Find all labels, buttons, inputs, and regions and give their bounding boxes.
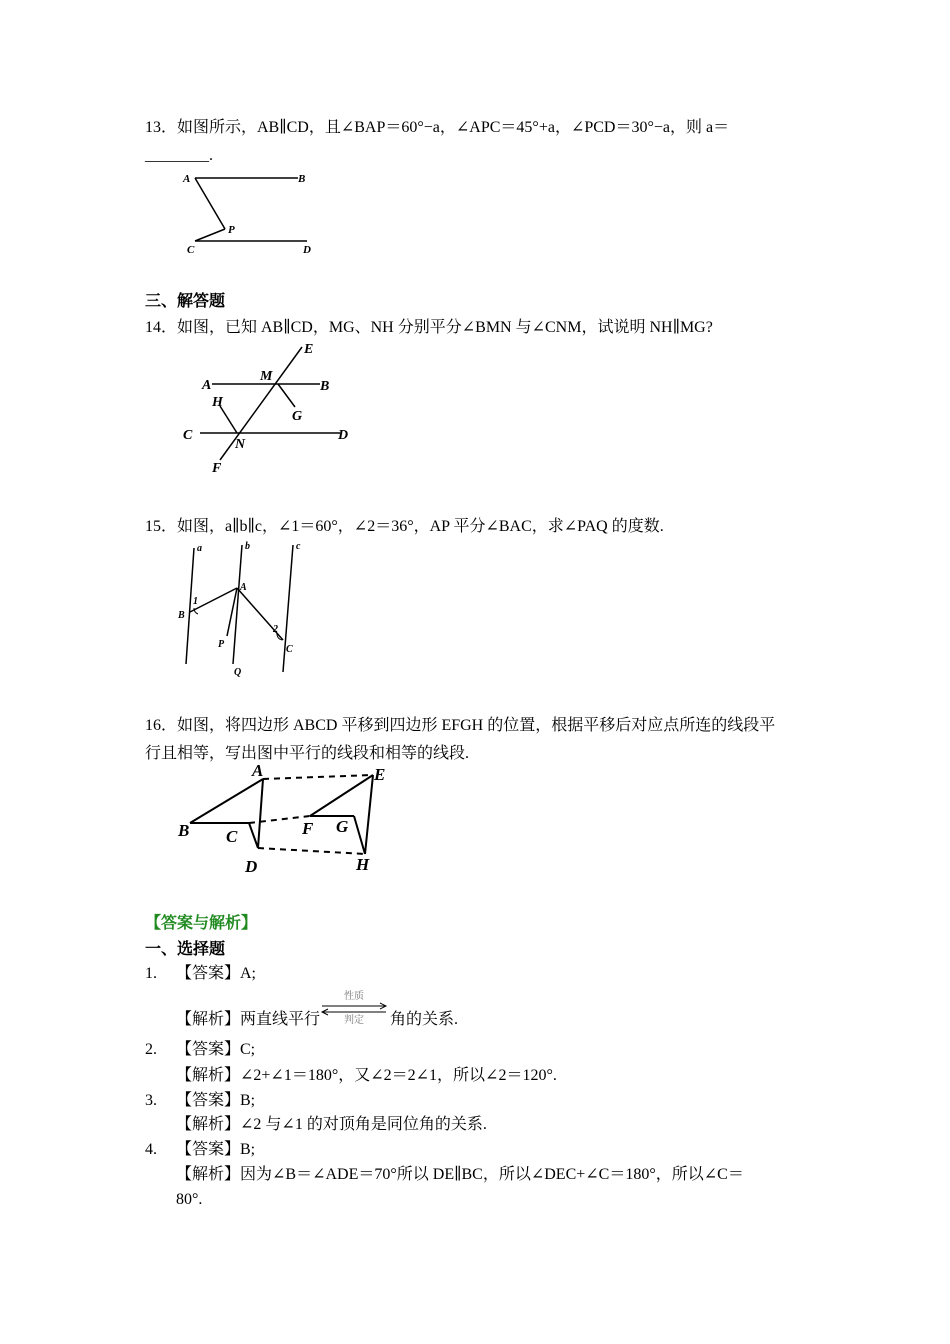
answer-4-number: 4. xyxy=(145,1141,157,1158)
arrow-label-bottom: 判定 xyxy=(344,1015,364,1026)
q13-label-C: C xyxy=(187,244,195,256)
answer-4-analysis-line2: 80°. xyxy=(176,1191,203,1208)
q13-label-B: B xyxy=(298,173,306,185)
q16-label-F: F xyxy=(302,819,314,838)
q16-figure xyxy=(170,758,400,878)
q15-label-angle-1: 1 xyxy=(193,596,198,607)
q15-label-b: b xyxy=(245,541,250,552)
q15-text: 15．如图，a∥b∥c，∠1＝60°，∠2＝36°，AP 平分∠BAC，求∠PAQ 的度数. xyxy=(145,518,664,535)
q13-figure xyxy=(170,165,330,265)
q14-label-A: A xyxy=(202,378,212,393)
q15-label-P: P xyxy=(218,639,225,650)
q14-label-E: E xyxy=(304,342,314,357)
q14-label-M: M xyxy=(260,369,273,384)
q14-label-G: G xyxy=(292,409,303,424)
q15-label-Q: Q xyxy=(234,667,242,678)
section-3-heading: 三、解答题 xyxy=(145,293,226,310)
answer-2-number: 2. xyxy=(145,1041,157,1058)
q16-label-H: H xyxy=(356,855,370,874)
q16-line2: 行且相等，写出图中平行的线段和相等的线段. xyxy=(145,745,470,762)
q15-label-angle-2: 2 xyxy=(273,624,278,635)
q15-label-a: a xyxy=(197,543,202,554)
q14-label-B: B xyxy=(320,379,330,394)
answer-1-analysis-pre: 【解析】两直线平行 xyxy=(176,1011,321,1028)
q16-label-C: C xyxy=(226,827,238,846)
answer-2-analysis: 【解析】∠2+∠1＝180°，又∠2＝2∠1，所以∠2＝120°. xyxy=(176,1067,557,1084)
q16-label-G: G xyxy=(336,817,349,836)
q14-label-C: C xyxy=(183,428,193,443)
q14-label-D: D xyxy=(338,428,349,443)
q13-line2: ________. xyxy=(145,147,213,164)
q15-label-C: C xyxy=(286,644,293,655)
q13-line1: 13．如图所示，AB∥CD，且∠BAP＝60°−a，∠APC＝45°+a，∠PCD＝30°−a，则 a＝ xyxy=(145,119,730,136)
answers-heading: 【答案与解析】 xyxy=(145,915,258,932)
q15-figure xyxy=(170,540,310,680)
answer-1-double-arrow xyxy=(320,991,388,1027)
q14-label-F: F xyxy=(212,461,222,476)
answer-4-answer: 【答案】B; xyxy=(176,1141,256,1158)
q15-label-A: A xyxy=(240,582,247,593)
q14-label-H: H xyxy=(212,395,223,410)
arrow-label-top: 性质 xyxy=(344,991,364,1002)
q14-text: 14．如图，已知 AB∥CD，MG、NH 分别平分∠BMN 与∠CNM，试说明 NH∥MG? xyxy=(145,319,713,336)
section-1-heading: 一、选择题 xyxy=(145,941,226,958)
answer-3-analysis: 【解析】∠2 与∠1 的对顶角是同位角的关系. xyxy=(176,1116,487,1133)
q16-label-D: D xyxy=(245,857,258,876)
answer-1-number: 1. xyxy=(145,965,157,982)
answer-2-answer: 【答案】C; xyxy=(176,1041,256,1058)
answer-3-number: 3. xyxy=(145,1092,157,1109)
answer-3-answer: 【答案】B; xyxy=(176,1092,256,1109)
double-arrow-icon xyxy=(320,1003,388,1015)
q16-label-B: B xyxy=(178,821,190,840)
q13-label-P: P xyxy=(228,224,235,236)
answer-4-analysis-line1: 【解析】因为∠B＝∠ADE＝70°所以 DE∥BC，所以∠DEC+∠C＝180°，所以∠C＝ xyxy=(176,1166,744,1183)
answer-1-answer: 【答案】A; xyxy=(176,965,257,982)
q14-label-N: N xyxy=(235,437,246,452)
q16-line1: 16．如图，将四边形 ABCD 平移到四边形 EFGH 的位置，根据平移后对应点所连的线段平 xyxy=(145,717,776,734)
q16-label-E: E xyxy=(374,765,386,784)
q15-label-c: c xyxy=(296,541,301,552)
q15-label-B: B xyxy=(178,610,185,621)
q13-label-D: D xyxy=(303,244,311,256)
q16-label-A: A xyxy=(252,761,264,780)
answer-1-analysis-post: 角的关系. xyxy=(390,1011,459,1028)
q14-figure xyxy=(180,340,360,480)
q13-label-A: A xyxy=(183,173,191,185)
